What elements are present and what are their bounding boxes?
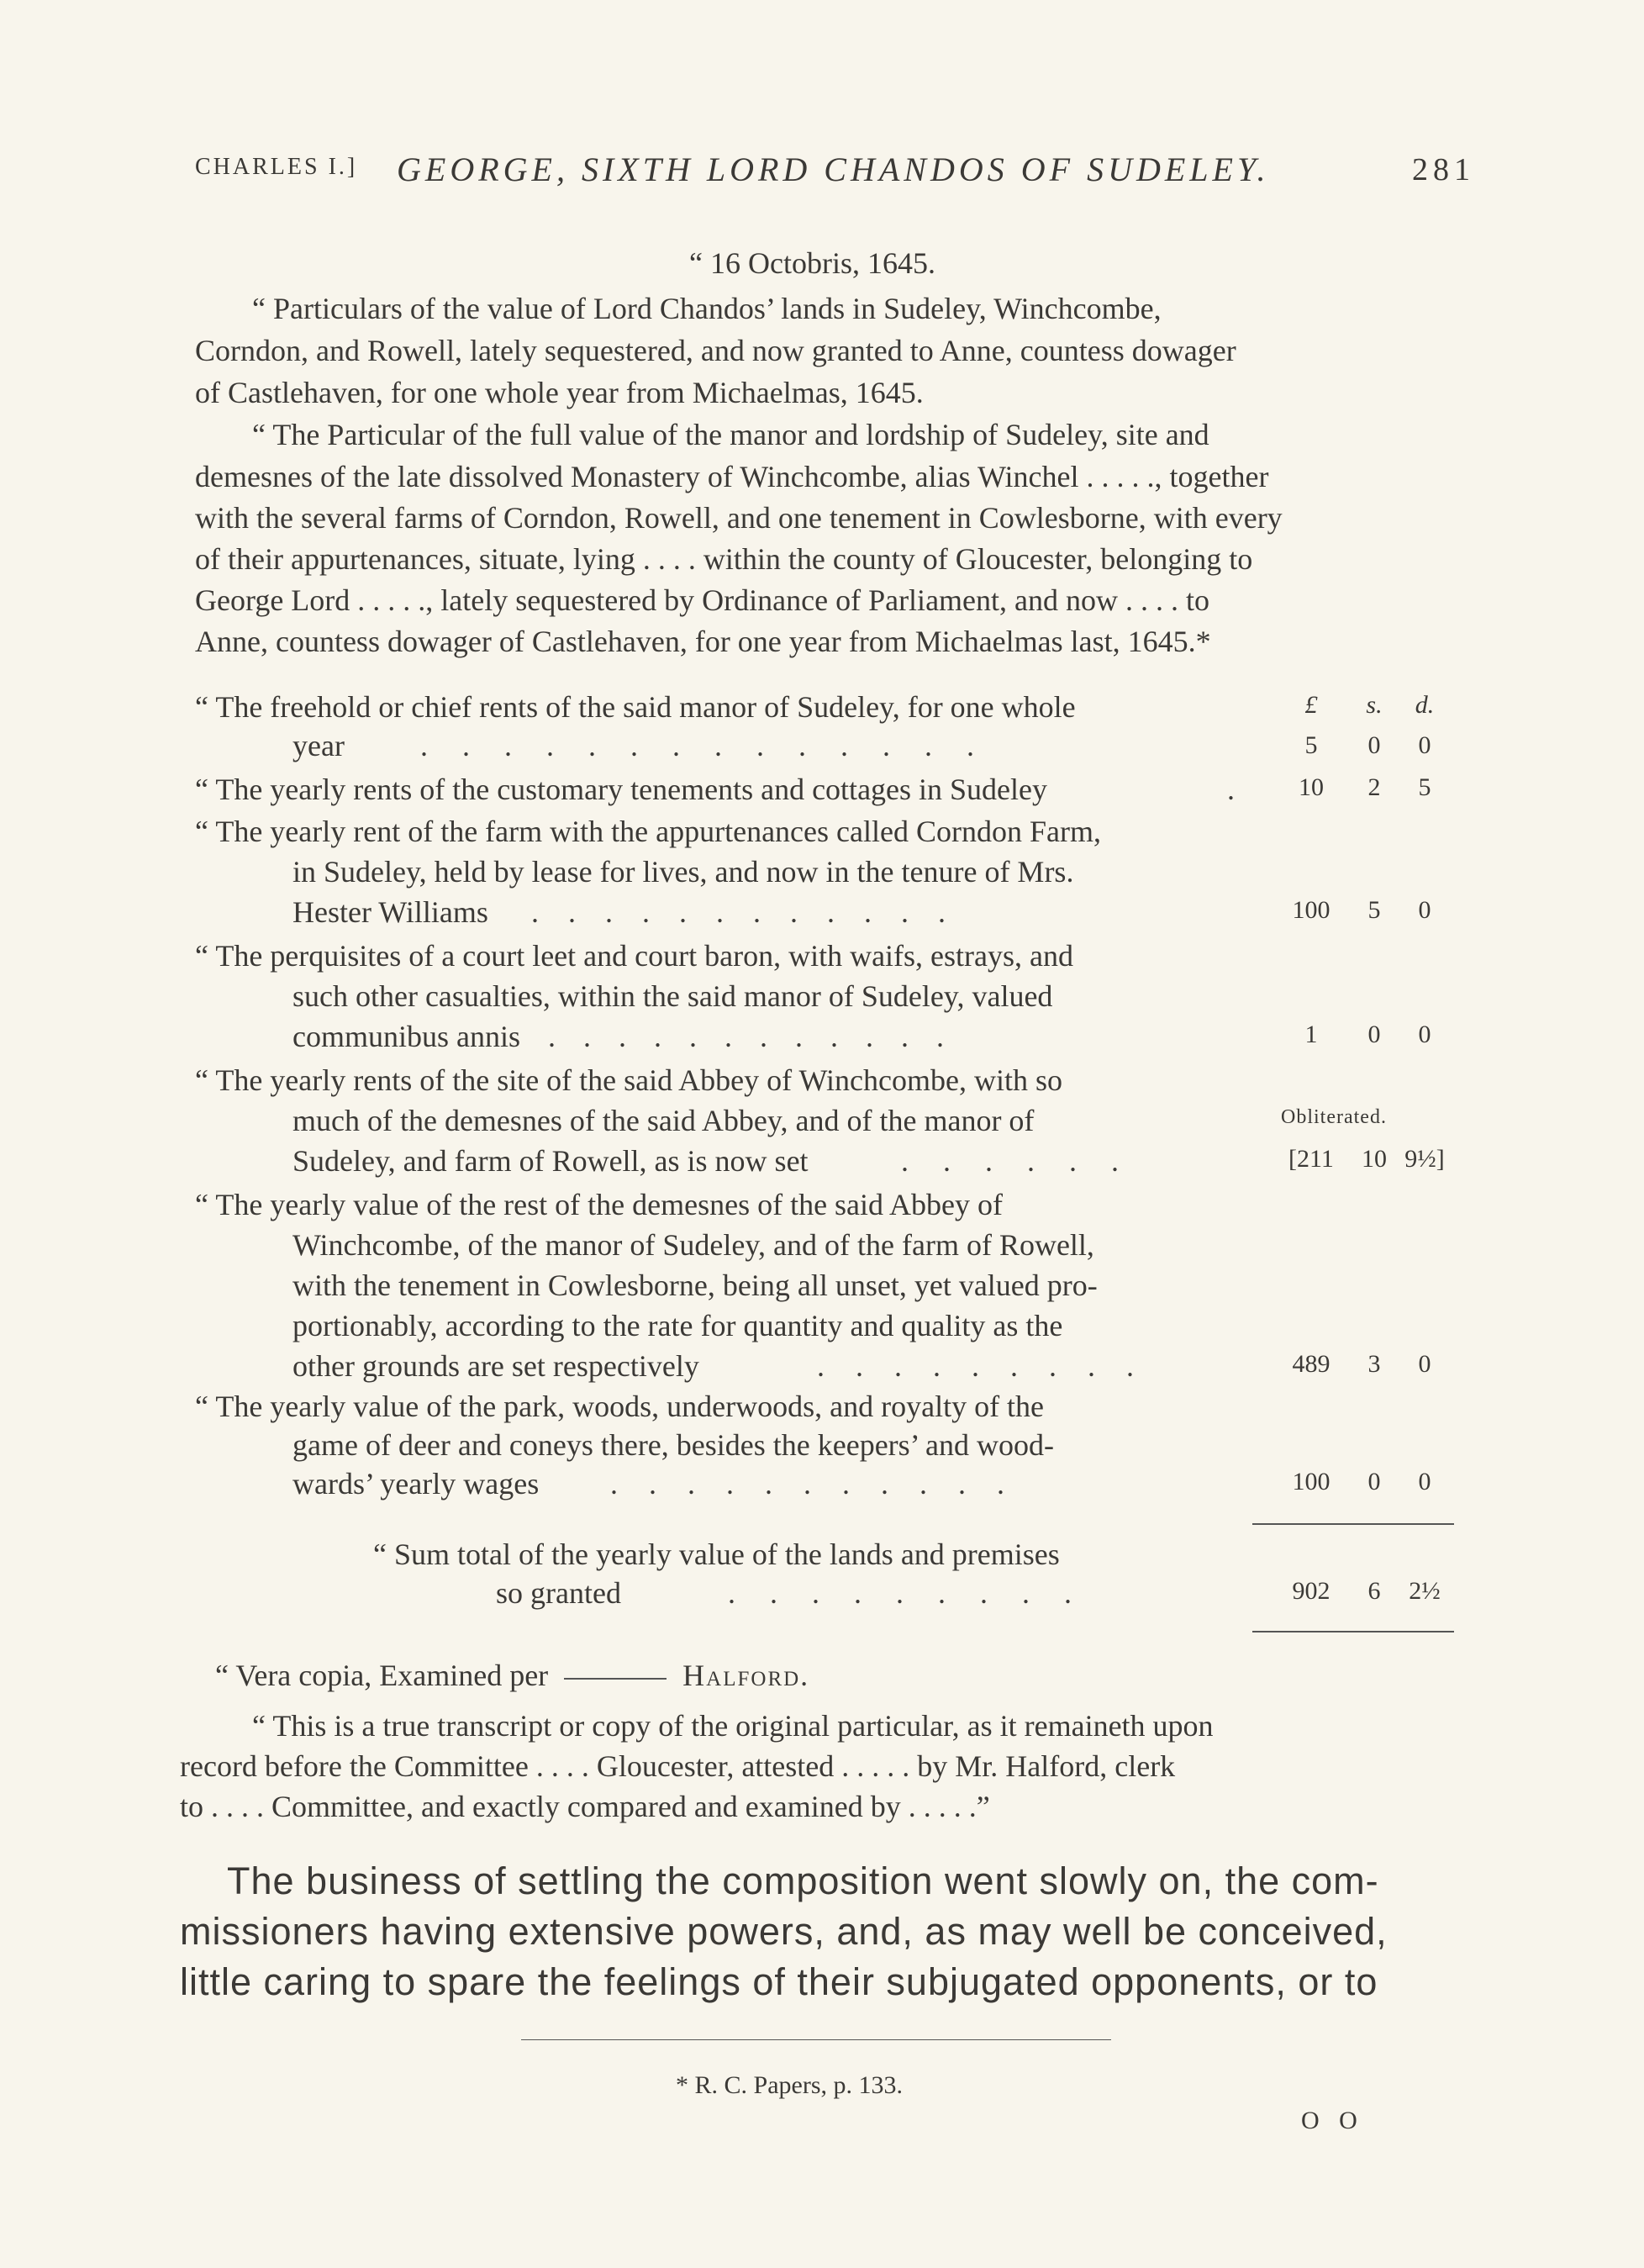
para1-line-3: of Castlehaven, for one whole year from Michaelmas, 1645. (195, 376, 924, 409)
para4-line-3: little caring to spare the feelings of their subjugated opponents, or to (180, 1960, 1378, 2003)
col-head-pounds: £ (1304, 691, 1318, 719)
row-line: in Sudeley, held by lease for lives, and now in the tenure of Mrs. (292, 855, 1074, 889)
row-line: portionably, according to the rate for quantity and quality as the (292, 1309, 1063, 1342)
amount-pence: 0 (1418, 1350, 1431, 1378)
dateline: “ 16 Octobris, 1645. (689, 246, 935, 280)
row-line: such other casualties, within the said manor of Sudeley, valued (292, 979, 1053, 1013)
obliterated-note: Obliterated. (1281, 1106, 1387, 1128)
vera-name: Halford. (682, 1659, 810, 1692)
vera-dash (564, 1678, 667, 1680)
amount-shillings: 0 (1367, 731, 1381, 759)
para3-line-3: to . . . . Committee, and exactly compared and examined by . . . . .” (180, 1790, 990, 1823)
running-head-title: GEORGE, SIXTH LORD CHANDOS OF SUDELEY. (397, 150, 1270, 188)
row-line: “ The yearly value of the park, woods, underwoods, and royalty of the (195, 1390, 1045, 1423)
amount-pence: 0 (1418, 1021, 1431, 1048)
amount-pence: 0 (1418, 896, 1431, 924)
row-line: wards’ yearly wages (292, 1467, 540, 1501)
leader-dots: . . . . . . . . . . . . (548, 1020, 954, 1053)
vera-copia (215, 1656, 809, 1695)
amount-pounds: 1 (1304, 1021, 1318, 1048)
amount-pounds: 10 (1299, 773, 1324, 801)
leader-dots: . . . . . . . . . . . (610, 1467, 1016, 1501)
signature-mark: O O (1301, 2107, 1364, 2134)
row-line: Sudeley, and farm of Rowell, as is now set (292, 1144, 809, 1178)
para2-line-3: with the several farms of Corndon, Rowell, and one tenement in Cowlesborne, with every (195, 501, 1283, 535)
sum-rule-top (1252, 1523, 1454, 1525)
leader-dots: . . . . . . . . . . . . . . (420, 729, 988, 762)
row-line: “ The perquisites of a court leet and court baron, with waifs, estrays, and (195, 939, 1074, 973)
leader-dots: . . . . . . (901, 1144, 1132, 1178)
para3-line-1: “ This is a true transcript or copy of the original particular, as it remaineth upon (252, 1709, 1214, 1743)
row-line: game of deer and coneys there, besides the keepers’ and wood- (292, 1428, 1054, 1462)
amount-shillings: 3 (1367, 1350, 1381, 1378)
para1-line-1: “ Particulars of the value of Lord Chandos’ lands in Sudeley, Winchcombe, (252, 292, 1162, 325)
amount-pounds: 100 (1292, 896, 1330, 924)
amount-pounds: [211 (1288, 1145, 1334, 1173)
sum-rule-bottom (1252, 1631, 1454, 1632)
row-line: much of the demesnes of the said Abbey, and of the manor of (292, 1104, 1035, 1137)
para2-line-5: George Lord . . . . ., lately sequestered by Ordinance of Parliament, and now . . . . to (195, 583, 1210, 617)
para2-line-1: “ The Particular of the full value of the manor and lordship of Sudeley, site and (252, 418, 1209, 451)
row-line: “ The yearly rents of the site of the said Abbey of Winchcombe, with so (195, 1063, 1062, 1097)
col-head-pence: d. (1415, 691, 1435, 719)
amount-shillings: 2 (1367, 773, 1381, 801)
para3-line-2: record before the Committee . . . . Gloucester, attested . . . . . by Mr. Halford, clerk (180, 1749, 1176, 1783)
amount-pounds: 5 (1304, 731, 1318, 759)
amount-pounds: 100 (1292, 1468, 1330, 1495)
vera-prefix: “ Vera copia, Examined per (215, 1659, 549, 1692)
para2-line-2: demesnes of the late dissolved Monastery of Winchcombe, alias Winchel . . . . ., together (195, 460, 1269, 493)
leader-dots: . . . . . . . . . . . . (531, 895, 956, 929)
amount-pence: 5 (1418, 773, 1431, 801)
row-line: Hester Williams (292, 895, 488, 929)
leader-dots: . . . . . . . . . (728, 1576, 1085, 1610)
amount-pounds: 489 (1292, 1350, 1330, 1378)
row-line: “ The freehold or chief rents of the said manor of Sudeley, for one whole (195, 690, 1076, 724)
row-line: with the tenement in Cowlesborne, being all unset, yet valued pro- (292, 1268, 1098, 1302)
sum-line: “ Sum total of the yearly value of the lands and premises (373, 1537, 1060, 1571)
para1-line-2: Corndon, and Rowell, lately sequestered, and now granted to Anne, countess dowager (195, 334, 1236, 367)
leader-dots: . (1227, 773, 1235, 806)
col-head-shillings: s. (1366, 691, 1383, 719)
row-line: Winchcombe, of the manor of Sudeley, and of the farm of Rowell, (292, 1228, 1094, 1262)
footnote-rule (521, 2039, 1111, 2040)
page-number: 281 (1412, 152, 1475, 187)
running-head-left: CHARLES I.] (195, 154, 358, 180)
row-line: “ The yearly rents of the customary tenements and cottages in Sudeley (195, 773, 1048, 806)
footnote: * R. C. Papers, p. 133. (676, 2071, 903, 2099)
amount-shillings: 0 (1367, 1468, 1381, 1495)
row-line: “ The yearly rent of the farm with the appurtenances called Corndon Farm, (195, 815, 1101, 848)
sum-shillings: 6 (1367, 1577, 1381, 1605)
amount-shillings: 10 (1362, 1145, 1387, 1173)
row-line: “ The yearly value of the rest of the demesnes of the said Abbey of (195, 1188, 1004, 1221)
sum-line: so granted (496, 1576, 621, 1610)
sum-pence: 2½ (1409, 1577, 1441, 1605)
sum-pounds: 902 (1292, 1577, 1330, 1605)
amount-shillings: 0 (1367, 1021, 1381, 1048)
amount-shillings: 5 (1367, 896, 1381, 924)
amount-pence: 0 (1418, 731, 1431, 759)
leader-dots: . . . . . . . . . (817, 1349, 1146, 1383)
row-line: year (292, 729, 345, 762)
row-line: communibus annis (292, 1020, 520, 1053)
para2-line-4: of their appurtenances, situate, lying . . . . within the county of Gloucester, belonging to (195, 542, 1253, 576)
para4-line-2: missioners having extensive powers, and, as may well be conceived, (180, 1910, 1388, 1953)
row-line: other grounds are set respectively (292, 1349, 699, 1383)
para4-line-1: The business of settling the composition went slowly on, the com- (227, 1859, 1379, 1902)
amount-pence: 0 (1418, 1468, 1431, 1495)
amount-pence: 9½] (1404, 1145, 1445, 1173)
para2-line-6: Anne, countess dowager of Castlehaven, for one year from Michaelmas last, 1645.* (195, 625, 1211, 658)
